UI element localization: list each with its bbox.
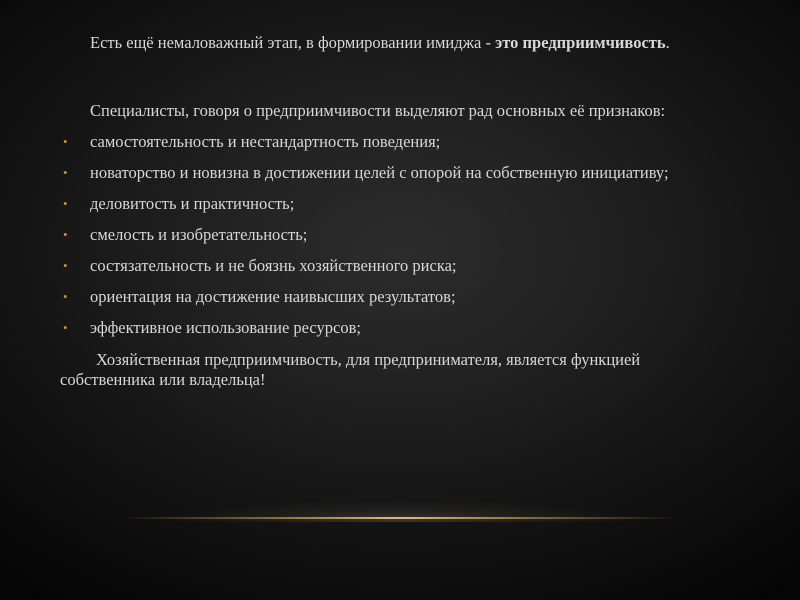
list-item <box>60 318 730 338</box>
list-item <box>60 132 730 152</box>
bullet-icon: • <box>63 320 68 335</box>
intro-paragraph <box>60 33 730 53</box>
list-item-text: деловитость и практичность; <box>90 194 295 213</box>
slide-body <box>60 33 730 390</box>
accent-line <box>120 517 680 519</box>
list-item <box>60 163 730 183</box>
bullet-icon: • <box>63 289 68 304</box>
list-item-text: состязательность и не боязнь хозяйственного риска; <box>90 256 457 275</box>
bullet-icon: • <box>63 196 68 211</box>
intro-text: Есть ещё немаловажный этап, в формировании имиджа - <box>90 33 496 52</box>
list-item <box>60 225 730 245</box>
list-item <box>60 256 730 276</box>
list-item-text: ориентация на достижение наивысших результатов; <box>90 287 456 306</box>
specialists-paragraph: Специалисты, говоря о предприимчивости выделяют рад основных её признаков: <box>90 101 666 120</box>
conclusion-paragraph: Хозяйственная предприимчивость, для предпринимателя, является функцией собственника или владельца! <box>60 350 641 389</box>
list-item-text: смелость и изобретательность; <box>90 225 308 244</box>
bullet-icon: • <box>63 227 68 242</box>
traits-list <box>60 132 730 338</box>
bullet-icon: • <box>63 165 68 180</box>
bullet-icon: • <box>63 258 68 273</box>
list-item-text: новаторство и новизна в достижении целей с опорой на собственную инициативу; <box>90 163 669 182</box>
intro-end: . <box>665 33 670 52</box>
intro-bold-text: это предприимчивость <box>495 33 666 52</box>
list-item-text: самостоятельность и нестандартность поведения; <box>90 132 441 151</box>
list-item <box>60 287 730 307</box>
list-item <box>60 194 730 214</box>
bullet-icon: • <box>63 134 68 149</box>
list-item-text: эффективное использование ресурсов; <box>90 318 361 337</box>
